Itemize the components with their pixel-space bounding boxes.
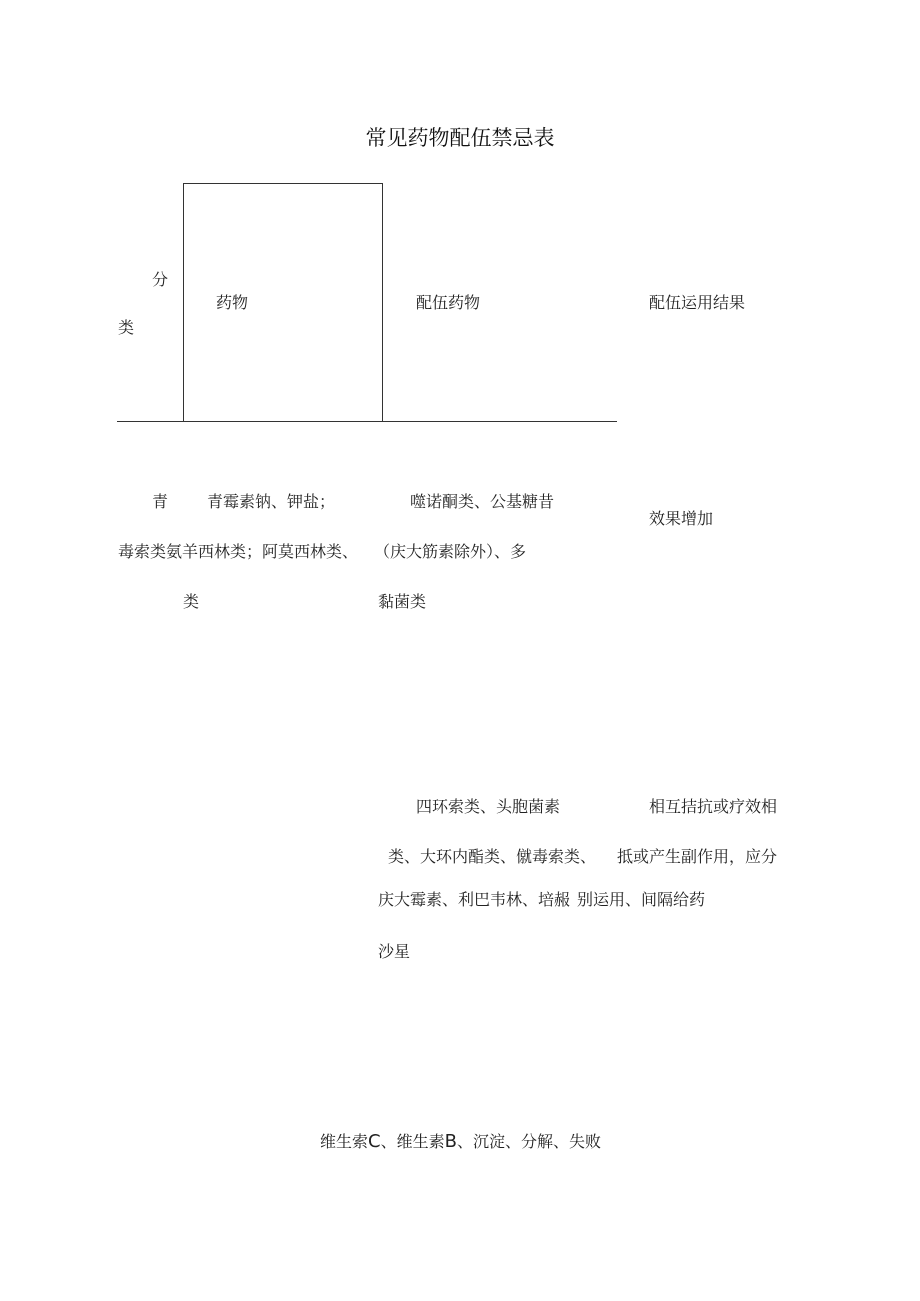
- header-rule: [117, 421, 617, 422]
- row3-letter-b: B: [444, 1131, 457, 1152]
- row3-drug-b: 维生素: [396, 1132, 445, 1151]
- row3-sep-a: 、: [380, 1132, 397, 1151]
- header-category-2: 类: [118, 318, 135, 337]
- header-combination: 配伍药物: [416, 293, 481, 312]
- row2-result-2: 抵或产生副作用，应分: [617, 847, 778, 866]
- row2-result-3: 别运用、间隔给药: [577, 890, 706, 909]
- row1-combination-2: （庆大筋素除外）、多: [374, 542, 527, 561]
- row2-combination-4: 沙星: [378, 942, 411, 961]
- header-category-1: 分: [152, 270, 169, 289]
- row1-category-3: 类: [183, 592, 200, 611]
- row2-combination-1: 四环索类、头胞菌素: [416, 797, 561, 816]
- row1-combination-1: 噬诺酮类、公基糖昔: [410, 492, 555, 511]
- row1-combination-3: 黏菌类: [378, 592, 427, 611]
- header-result: 配伍运用结果: [649, 293, 746, 312]
- row3-rest: 、沉淀、分解、失败: [456, 1132, 601, 1151]
- header-drug: 药物: [216, 293, 249, 312]
- row3-drug-a: 维生索: [320, 1132, 369, 1151]
- row1-category-2: 毒索类: [118, 542, 167, 561]
- row1-drug-1: 青霉素钠、钾盐；: [207, 492, 336, 511]
- row1-result: 效果增加: [649, 509, 714, 528]
- drug-header-cell-border: [183, 183, 383, 422]
- row3-text: [320, 1132, 601, 1152]
- page-title: 常见药物配伍禁忌表: [365, 126, 555, 150]
- row1-category-1: 青: [152, 492, 169, 511]
- row1-drug-2: 氨羊西林类；阿莫西林类、: [166, 542, 359, 561]
- row2-combination-2: 类、大环内酯类、僦毒索类、: [388, 847, 597, 866]
- row2-combination-3: 庆大霉素、利巴韦林、培赧: [378, 890, 571, 909]
- row3-letter-a: C: [368, 1131, 381, 1152]
- row2-result-1: 相互拮抗或疗效相: [649, 797, 778, 816]
